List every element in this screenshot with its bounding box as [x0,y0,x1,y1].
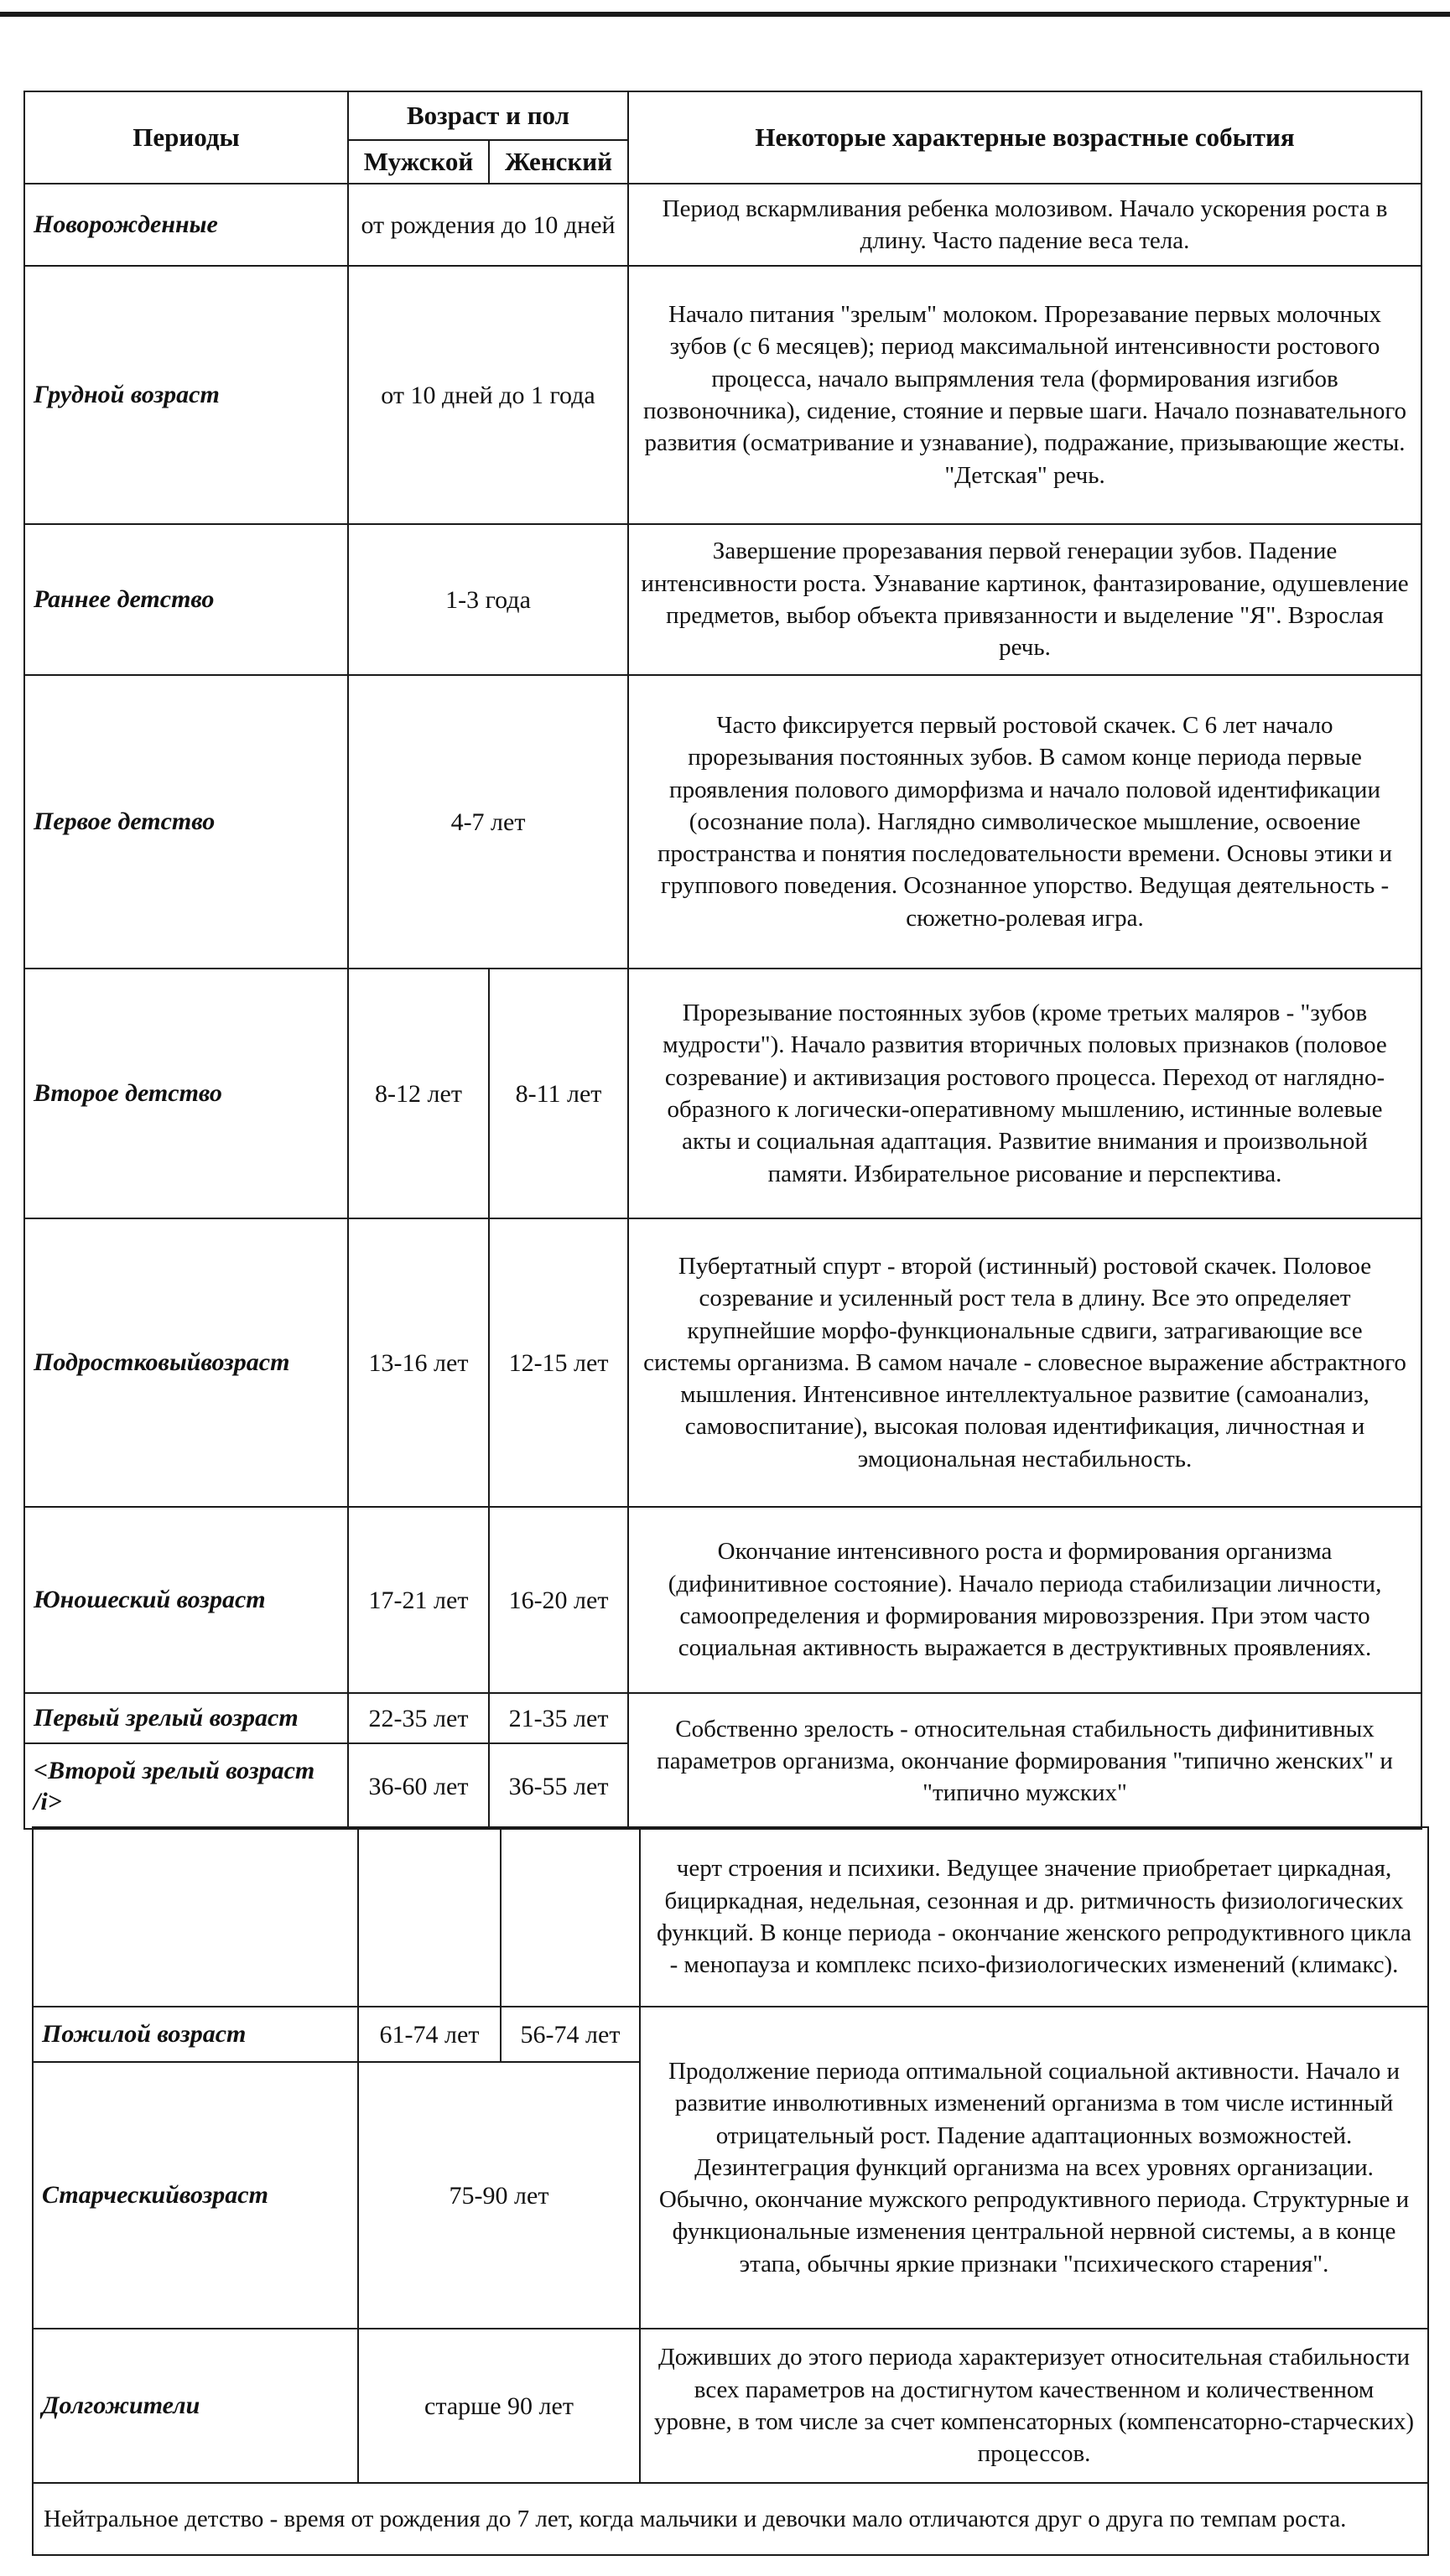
period-age-female: 56-74 лет [501,2007,640,2062]
period-events: черт строения и психики. Ведущее значение приобретает циркадная, бициркадная, недельная, сезонная и др. ритмичность физиологических функций. В конце периода - окончание женского репродуктивного цикла - менопауза и комплекс психо-физиологических изменений (климакс). [640,1827,1428,2007]
period-events: Пубертатный спурт - второй (истинный) ростовой скачек. Половое созревание и усиленный рост тела в длину. Все это определяет крупнейшие морфо-функциональные сдвиги, затрагивающие все системы организма. В самом начале - словесное выражение абстрактного мышления. Интенсивное интеллектуальное развитие (самоанализ, самовоспитание), высокая половая идентификация, личностная и эмоциональная нестабильность. [628,1218,1421,1507]
period-events: Продолжение периода оптимальной социальной активности. Начало и развитие инволютивных изменений организма в том числе истинный отрицательный рост. Падение адаптационных возможностей. Дезинтеграция функций организма на всех уровнях организации. Обычно, окончание мужского репродуктивного периода. Структурные и функциональные изменения центральной нервной системы, а в конце этапа, обычны яркие признаки "психического старения". [640,2007,1428,2329]
period-events: Собственно зрелость - относительная стабильность дифинитивных параметров организма, окончание формирования "типично женских" и "типично мужских" [628,1693,1421,1829]
period-events: Окончание интенсивного роста и формирования организма (дифинитивное состояние). Начало периода стабилизации личности, самоопределения и формирования мировоззрения. При этом часто социальная активность выражается в деструктивных проявлениях. [628,1507,1421,1693]
table-row [24,266,1421,524]
period-age: 75-90 лет [358,2062,640,2329]
table-row [24,184,1421,266]
table-row [33,2329,1428,2483]
period-name: Второе детство [24,969,348,1218]
period-age-female: 21-35 лет [489,1693,628,1743]
period-name: Юношеский возраст [24,1507,348,1693]
period-age-female: 36-55 лет [489,1743,628,1829]
period-name: Первое детство [24,675,348,969]
period-name: Старческийвозраст [33,2062,358,2329]
period-name: <Второй зрелый возраст /i> [24,1743,348,1829]
table-row [24,524,1421,675]
period-age-female: 12-15 лет [489,1218,628,1507]
table-row [24,675,1421,969]
period-age-male: 61-74 лет [358,2007,501,2062]
age-periods-table [23,91,1422,1830]
period-name: Новорожденные [24,184,348,266]
period-name: Раннее детство [24,524,348,675]
age-periods-table-continued [32,1826,1429,2556]
table-row [33,2007,1428,2062]
header-events: Некоторые характерные возрастные события [628,91,1421,184]
header-periods: Периоды [24,91,348,184]
table-row [33,1827,1428,2007]
period-name: Подростковыйвозраст [24,1218,348,1507]
header-age-sex: Возраст и пол [348,91,628,140]
period-age: от 10 дней до 1 года [348,266,628,524]
period-events: Начало питания "зрелым" молоком. Прорезавание первых молочных зубов (с 6 месяцев); период максимальной интенсивности ростового процесса, начало выпрямления тела (формирования изгибов позвоночника), сидение, стояние и первые шаги. Начало познавательного развития (осматривание и узнавание), подражание, призывающие жесты. "Детская" речь. [628,266,1421,524]
period-age: 1-3 года [348,524,628,675]
period-events: Прорезывание постоянных зубов (кроме третьих маляров - "зубов мудрости"). Начало развития вторичных половых признаков (половое созревание) и активизация ростового процесса. Переход от наглядно-образного к логически-оперативному мышлению, истинные волевые акты и социальная адаптация. Развитие внимания и произвольной памяти. Избирательное рисование и перспектива. [628,969,1421,1218]
period-events: Доживших до этого периода характеризует относительная стабильности всех параметров на достигнутом качественном и количественном уровне, в том числе за счет компенсаторных (компенсаторно-старческих) процессов. [640,2329,1428,2483]
period-name: Пожилой возраст [33,2007,358,2062]
period-events: Период вскармливания ребенка молозивом. Начало ускорения роста в длину. Часто падение веса тела. [628,184,1421,266]
period-age-male: 8-12 лет [348,969,489,1218]
table-row [24,1218,1421,1507]
table-row [24,969,1421,1218]
period-name: Грудной возраст [24,266,348,524]
period-age-female: 16-20 лет [489,1507,628,1693]
header-male: Мужской [348,140,489,184]
empty-cell [33,1827,358,2007]
empty-cell [358,1827,501,2007]
table-row [33,2483,1428,2555]
period-age-male: 17-21 лет [348,1507,489,1693]
period-age: 4-7 лет [348,675,628,969]
scan-top-rule [0,12,1450,17]
footnote: Нейтральное детство - время от рождения до 7 лет, когда мальчики и девочки мало отличаются друг о друга по темпам роста. [33,2483,1428,2555]
header-female: Женский [489,140,628,184]
period-name: Долгожители [33,2329,358,2483]
period-events: Завершение прорезавания первой генерации зубов. Падение интенсивности роста. Узнавание картинок, фантазирование, одушевление предметов, выбор объекта привязанности и выделение "Я". Взрослая речь. [628,524,1421,675]
period-age-male: 36-60 лет [348,1743,489,1829]
period-age-male: 13-16 лет [348,1218,489,1507]
empty-cell [501,1827,640,2007]
period-events: Часто фиксируется первый ростовой скачек. С 6 лет начало прорезывания постоянных зубов. В самом конце периода первые проявления полового диморфизма и начало половой идентификации (осознание пола). Наглядно символическое мышление, освоение пространства и понятия последовательности времени. Основы этики и группового поведения. Осознанное упорство. Ведущая деятельность - сюжетно-ролевая игра. [628,675,1421,969]
period-name: Первый зрелый возраст [24,1693,348,1743]
period-age: от рождения до 10 дней [348,184,628,266]
table-row [24,1507,1421,1693]
period-age: старше 90 лет [358,2329,640,2483]
period-age-female: 8-11 лет [489,969,628,1218]
period-age-male: 22-35 лет [348,1693,489,1743]
table-row [24,1693,1421,1743]
